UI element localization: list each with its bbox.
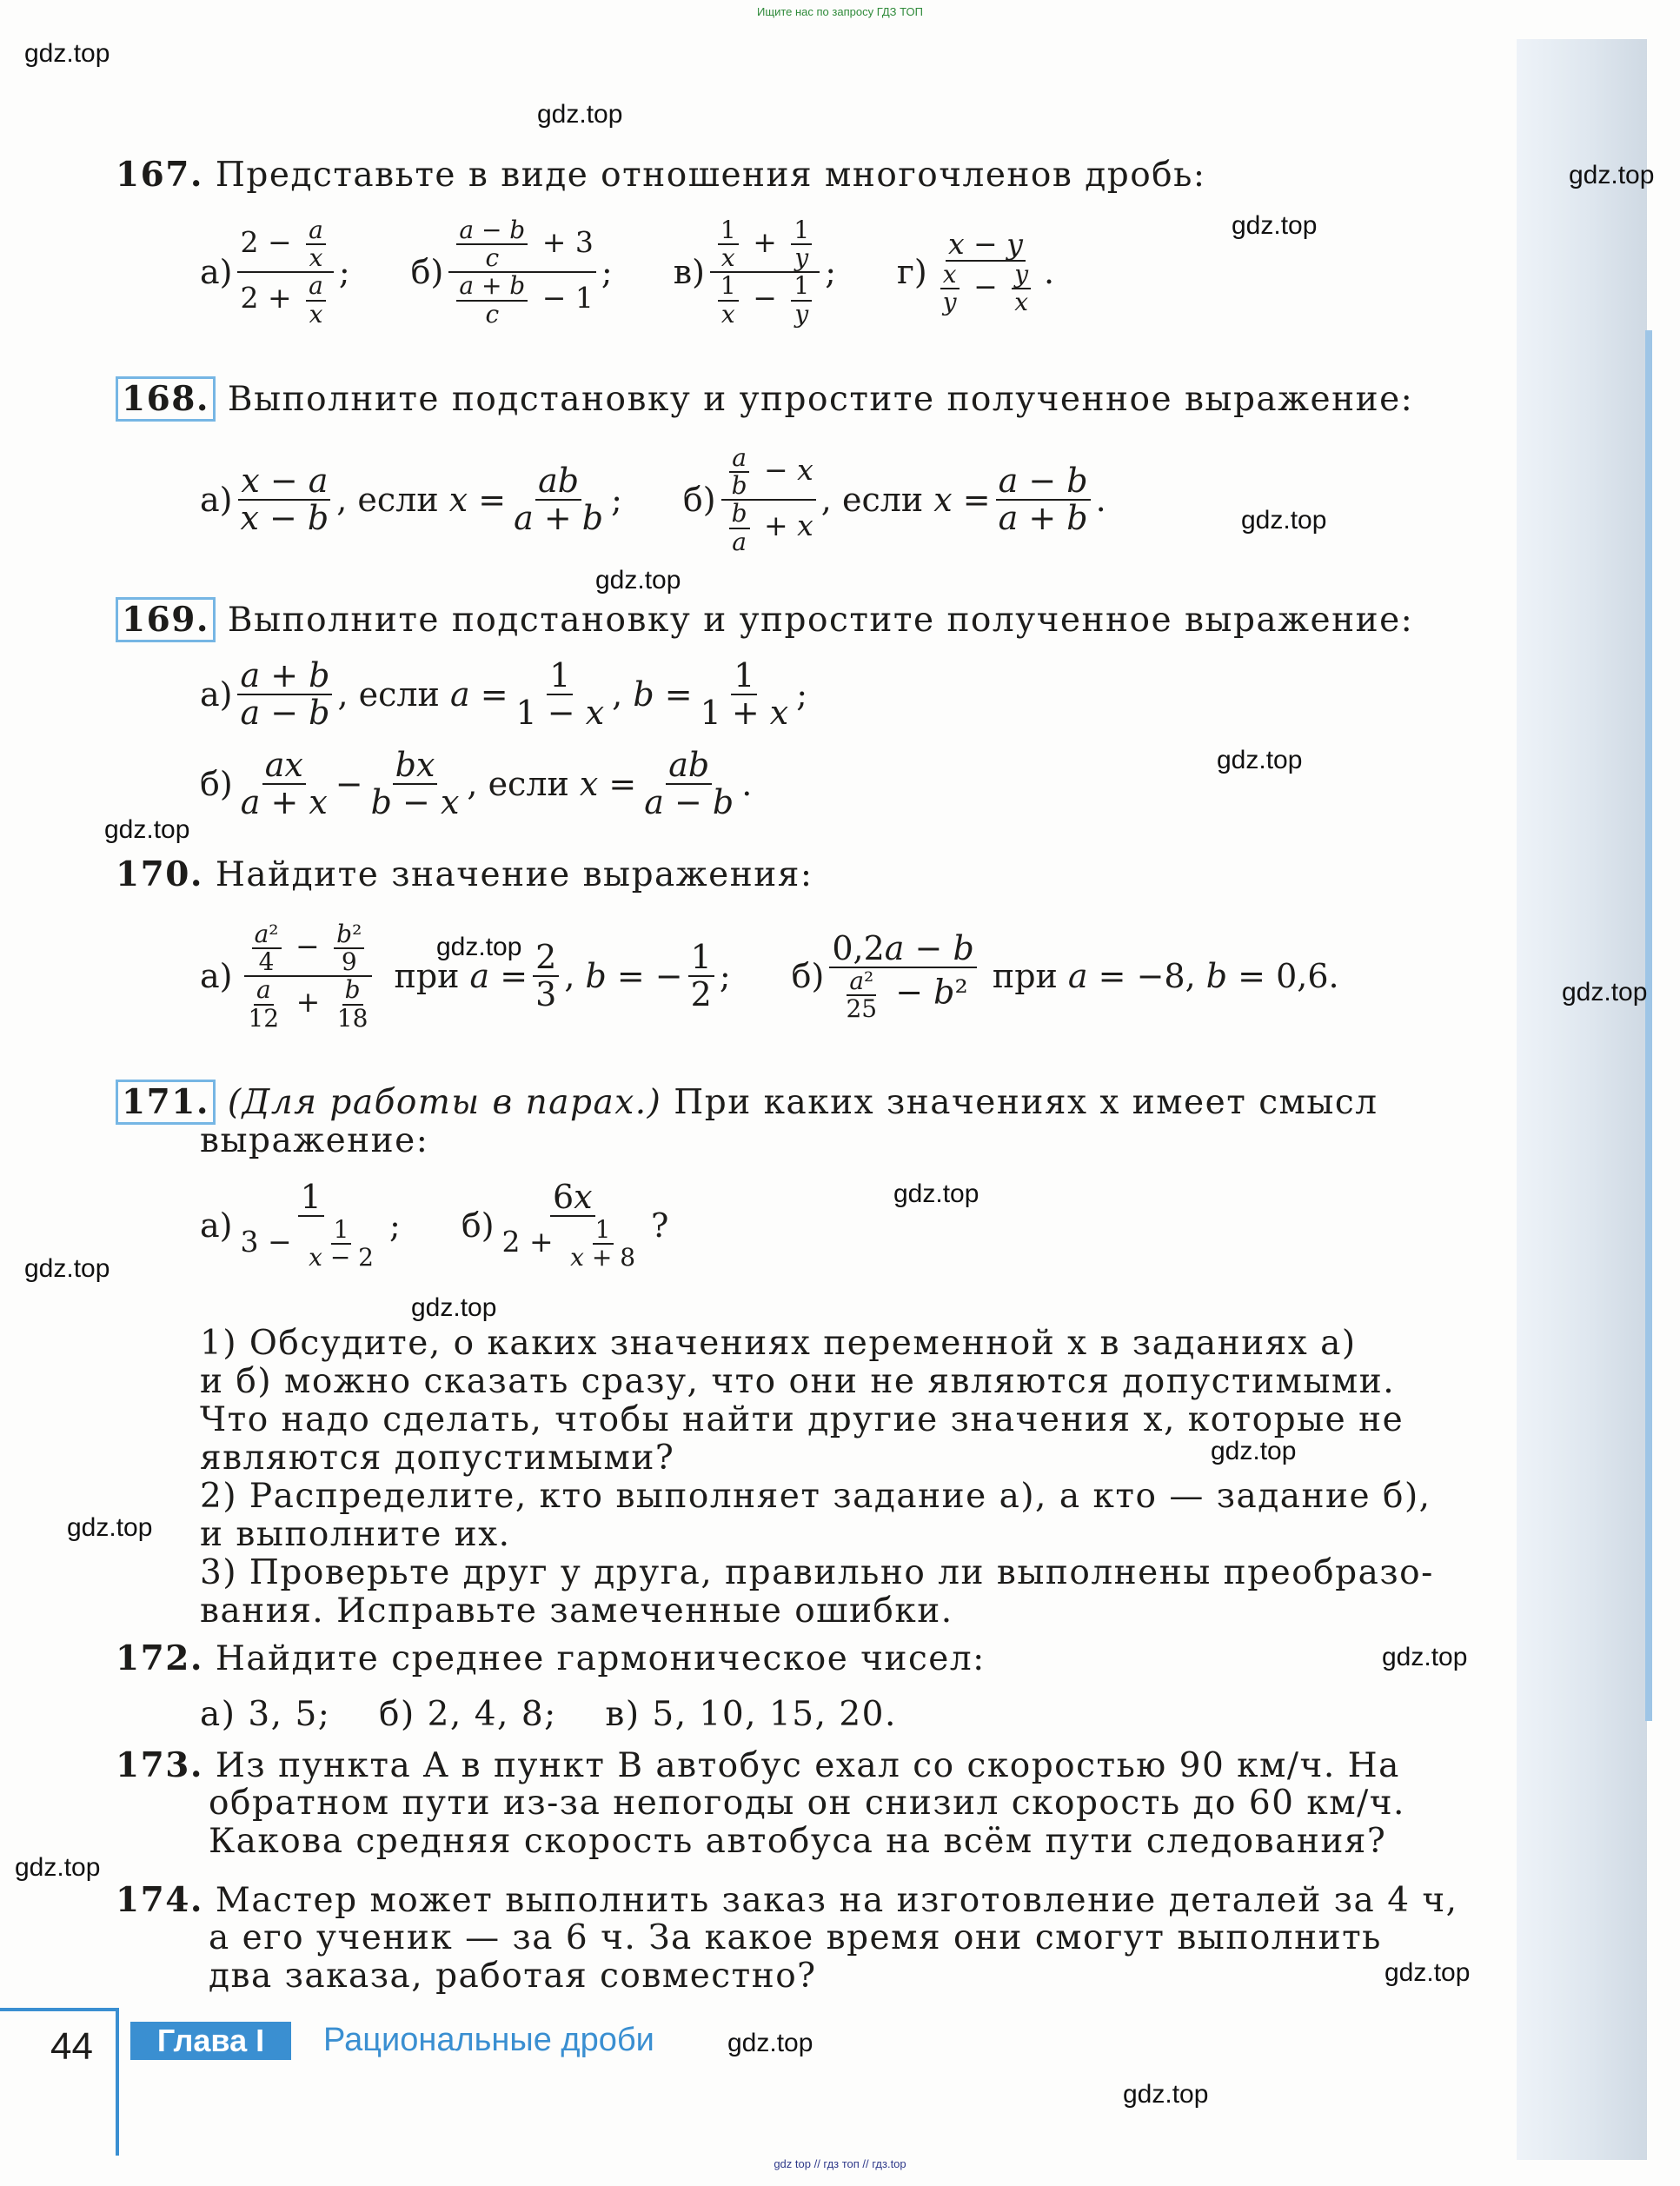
step-2-line: 2) Распределите, кто выполняет задание а), а кто — задание б),: [200, 1477, 1431, 1516]
problem-167-formulas: а) 2 − $\frac{a}{x}$ 2 + $\frac{a}{x}$ ; б) $\frac{a - b}{c}$ + 3 $\frac{a + b}{c}$ − 1 ; в) $\frac{1}{x}$ + $\frac{1}{y}$ $\frac{1}{x}$ − $\frac{1}{y}$ ; г) x − y $\frac{x}{y}$ − $\frac{y}{x}$ .: [200, 216, 1055, 329]
watermark: gdz.top: [1562, 978, 1648, 1007]
problem-172-items: а) 3, 5; б) 2, 4, 8; в) 5, 10, 15, 20.: [200, 1695, 897, 1734]
watermark: gdz.top: [436, 933, 522, 961]
problem-169a-formula: а) $\frac{a + b}{a - b}$ , если a = $\frac{1}{1 - x}$ , b = $\frac{1}{1 + x}$ ;: [200, 656, 808, 733]
watermark: gdz.top: [1241, 506, 1327, 535]
step-1-line: 1) Обсудите, о каких значениях переменной x в заданиях а): [200, 1324, 1357, 1363]
watermark: gdz.top: [727, 2029, 813, 2057]
bottom-note: gdz top // гдз топ // гдз.top: [774, 2157, 906, 2170]
problem-text: Мастер может выполнить заказ на изготовление деталей за 4 ч,: [215, 1881, 1458, 1920]
problem-number: 169.: [116, 597, 216, 642]
problem-text: Из пункта A в пункт B автобус ехал со скоростью 90 км/ч. На: [215, 1746, 1400, 1785]
watermark: gdz.top: [1211, 1437, 1297, 1465]
step-1-line: Что надо сделать, чтобы найти другие значения x, которые не: [200, 1400, 1404, 1439]
problem-169b-formula: б) $\frac{ax}{a + x}$ − $\frac{bx}{b - x}$ , если x = $\frac{ab}{a - b}$ .: [200, 746, 753, 822]
watermark: gdz.top: [24, 1254, 110, 1283]
problem-number: 173.: [116, 1745, 203, 1785]
problem-171: [116, 1082, 1378, 1122]
problem-text: Представьте в виде отношения многочленов дробь:: [215, 156, 1206, 195]
problem-167: [116, 155, 1206, 195]
problem-text: Выполните подстановку и упростите полученное выражение:: [227, 601, 1414, 640]
problem-number: 174.: [116, 1880, 203, 1920]
watermark: gdz.top: [104, 815, 190, 844]
problem-170-formulas: а) $\frac{\text{a²}}{4}$ − $\frac{\text{b²}}{9}$ $\frac{a}{12}$ + $\frac{b}{18}$ при a = $\frac{2}{3}$ , b = − $\frac{1}{2}$ ; б) 0,2a − b $\frac{\text{a²}}{25}$ − b² при a = −8, b = 0,6.: [200, 920, 1339, 1033]
step-3-line: 3) Проверьте друг у друга, правильно ли выполнены преобразо-: [200, 1553, 1434, 1592]
watermark: gdz.top: [15, 1853, 101, 1882]
top-note: Ищите нас по запросу ГДЗ ТОП: [757, 5, 923, 18]
watermark: gdz.top: [893, 1179, 979, 1208]
problem-text: Найдите значение выражения:: [215, 855, 813, 894]
watermark: gdz.top: [595, 566, 681, 595]
problem-174: [116, 1880, 1458, 1920]
problem-number: 171.: [116, 1080, 216, 1125]
problem-172: [116, 1638, 986, 1678]
problem-174-line: а его ученик — за 6 ч. За какое время они смогут выполнить: [209, 1918, 1382, 1957]
footer-rule: [0, 2008, 119, 2011]
chapter-badge: Глава I: [130, 2022, 291, 2060]
problem-173-line: Какова средняя скорость автобуса на всём пути следования?: [209, 1822, 1387, 1861]
problem-number: 167.: [116, 155, 203, 195]
problem-171-text-cont: выражение:: [200, 1121, 429, 1160]
problem-171-formulas: а) 1 3 − $\frac{1}{x - 2}$ ; б) 6x 2 + $\frac{1}{x + 8}$ ?: [200, 1178, 669, 1272]
page-number: 44: [50, 2025, 93, 2068]
problem-number: 170.: [116, 854, 203, 894]
chapter-title: Рациональные дроби: [323, 2022, 654, 2058]
problem-170: [116, 854, 813, 894]
watermark: gdz.top: [1569, 161, 1655, 189]
problem-number: 172.: [116, 1638, 203, 1678]
problem-text: При каких значениях x имеет смысл: [674, 1083, 1378, 1122]
watermark: gdz.top: [1382, 1643, 1468, 1671]
watermark: gdz.top: [1385, 1958, 1471, 1987]
step-1-line: являются допустимыми?: [200, 1439, 675, 1478]
watermark: gdz.top: [1123, 2080, 1209, 2109]
step-3-line: вания. Исправьте замеченные ошибки.: [200, 1591, 953, 1631]
problem-174-line: два заказа, работая совместно?: [209, 1957, 817, 1996]
problem-168-formulas: а) $\frac{x - a}{x - b}$ , если x = $\frac{ab}{a + b}$ ; б) $\frac{a}{b}$ − x $\frac{b}{a}$ + x , если x = $\frac{a - b}{a + b}$ .: [200, 443, 1106, 556]
watermark: gdz.top: [67, 1513, 153, 1542]
page-edge-shade: [1517, 39, 1647, 2160]
problem-intro: (Для работы в парах.): [227, 1083, 662, 1122]
page-edge-line: [1645, 330, 1652, 1721]
footer-rule: [116, 2008, 119, 2156]
step-2-line: и выполните их.: [200, 1515, 511, 1554]
problem-text: Выполните подстановку и упростите полученное выражение:: [227, 380, 1414, 419]
watermark: gdz.top: [411, 1293, 497, 1322]
problem-169: [116, 600, 1413, 640]
problem-173: [116, 1745, 1400, 1785]
problem-text: Найдите среднее гармоническое чисел:: [215, 1639, 986, 1678]
problem-168: [116, 379, 1413, 419]
watermark: gdz.top: [537, 100, 623, 129]
problem-173-line: обратном пути из-за непогоды он снизил скорость до 60 км/ч.: [209, 1784, 1405, 1823]
step-1-line: и б) можно сказать сразу, что они не являются допустимыми.: [200, 1362, 1396, 1401]
watermark: gdz.top: [1232, 211, 1318, 240]
problem-number: 168.: [116, 376, 216, 422]
watermark: gdz.top: [24, 39, 110, 68]
watermark: gdz.top: [1217, 746, 1303, 774]
